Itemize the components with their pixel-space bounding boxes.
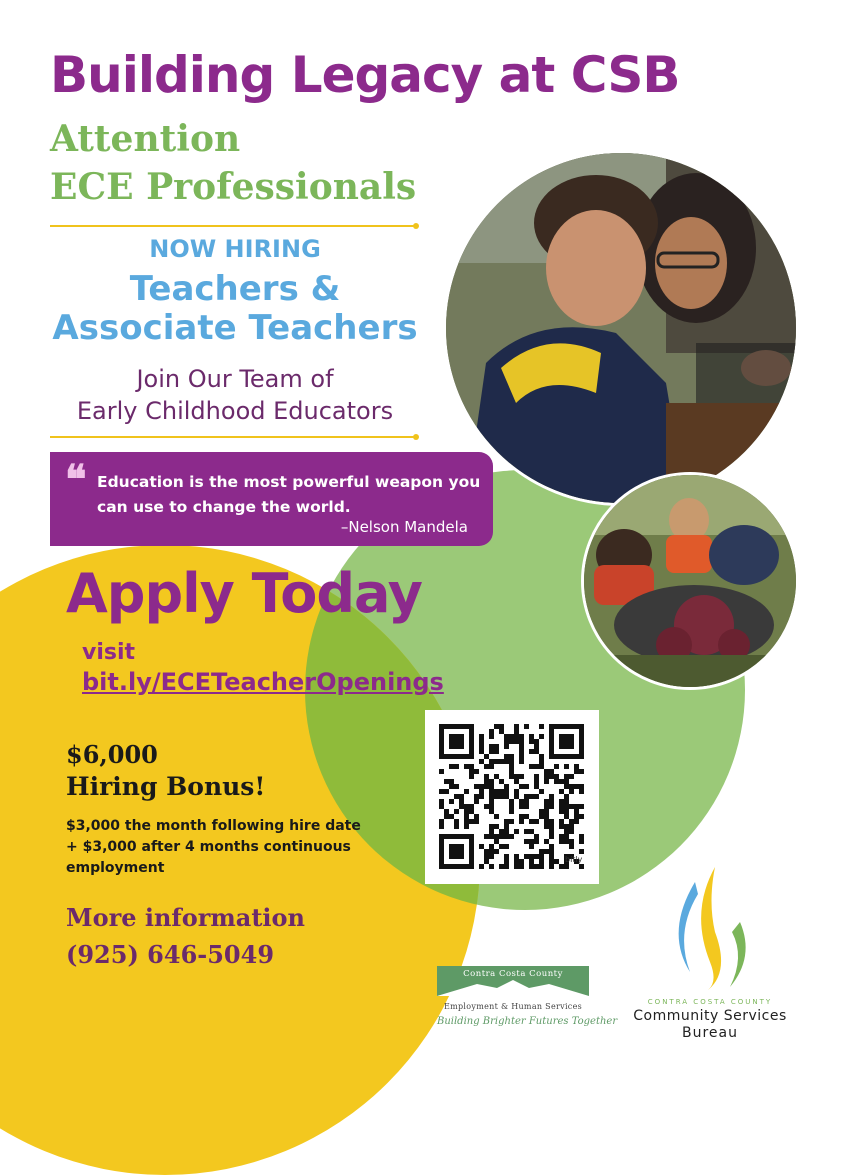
ehs-logo-county: Contra Costa County xyxy=(463,969,563,979)
quote-text: Education is the most powerful weapon you can use to change the world. xyxy=(97,473,481,516)
more-info-label: More information xyxy=(66,903,305,932)
divider-bottom xyxy=(50,436,416,438)
phone-number[interactable]: (925) 646-5049 xyxy=(66,940,275,969)
csb-logo-county: CONTRA COSTA COUNTY xyxy=(647,998,773,1006)
ehs-logo-tagline: Building Brighter Futures Together xyxy=(437,1016,618,1027)
divider-top xyxy=(50,225,416,227)
headline: Building Legacy at CSB xyxy=(50,46,680,104)
bonus-amount: $6,000 xyxy=(66,740,158,769)
csb-flame-logo-icon xyxy=(660,862,760,992)
visit-label: visit xyxy=(82,640,136,665)
join-line-2: Early Childhood Educators xyxy=(76,397,394,425)
apply-today-heading: Apply Today xyxy=(66,562,423,625)
bitly-tag: bitly xyxy=(565,855,583,864)
bonus-detail: $3,000 the month following hire date + $3,000 after 4 months continuous employment xyxy=(66,818,361,876)
photo-children-gardening xyxy=(581,472,799,690)
quote-mark-icon: ❝ xyxy=(65,456,87,503)
csb-logo-bureau: Bureau xyxy=(682,1025,738,1041)
quote-author: –Nelson Mandela xyxy=(340,518,468,536)
attention-line-1: Attention xyxy=(50,118,241,160)
application-link[interactable]: bit.ly/ECETeacherOpenings xyxy=(82,668,444,696)
position-teachers: Teachers & xyxy=(129,269,341,309)
photo-teacher-and-child xyxy=(443,150,799,506)
csb-logo-name: Community Services xyxy=(633,1008,787,1024)
bonus-label: Hiring Bonus! xyxy=(66,772,266,801)
position-associate-teachers: Associate Teachers xyxy=(52,308,418,348)
join-line-1: Join Our Team of xyxy=(136,365,334,393)
ehs-logo-dept: Employment & Human Services xyxy=(443,1002,583,1011)
now-hiring-label: NOW HIRING xyxy=(149,235,321,263)
attention-line-2: ECE Professionals xyxy=(50,166,417,208)
